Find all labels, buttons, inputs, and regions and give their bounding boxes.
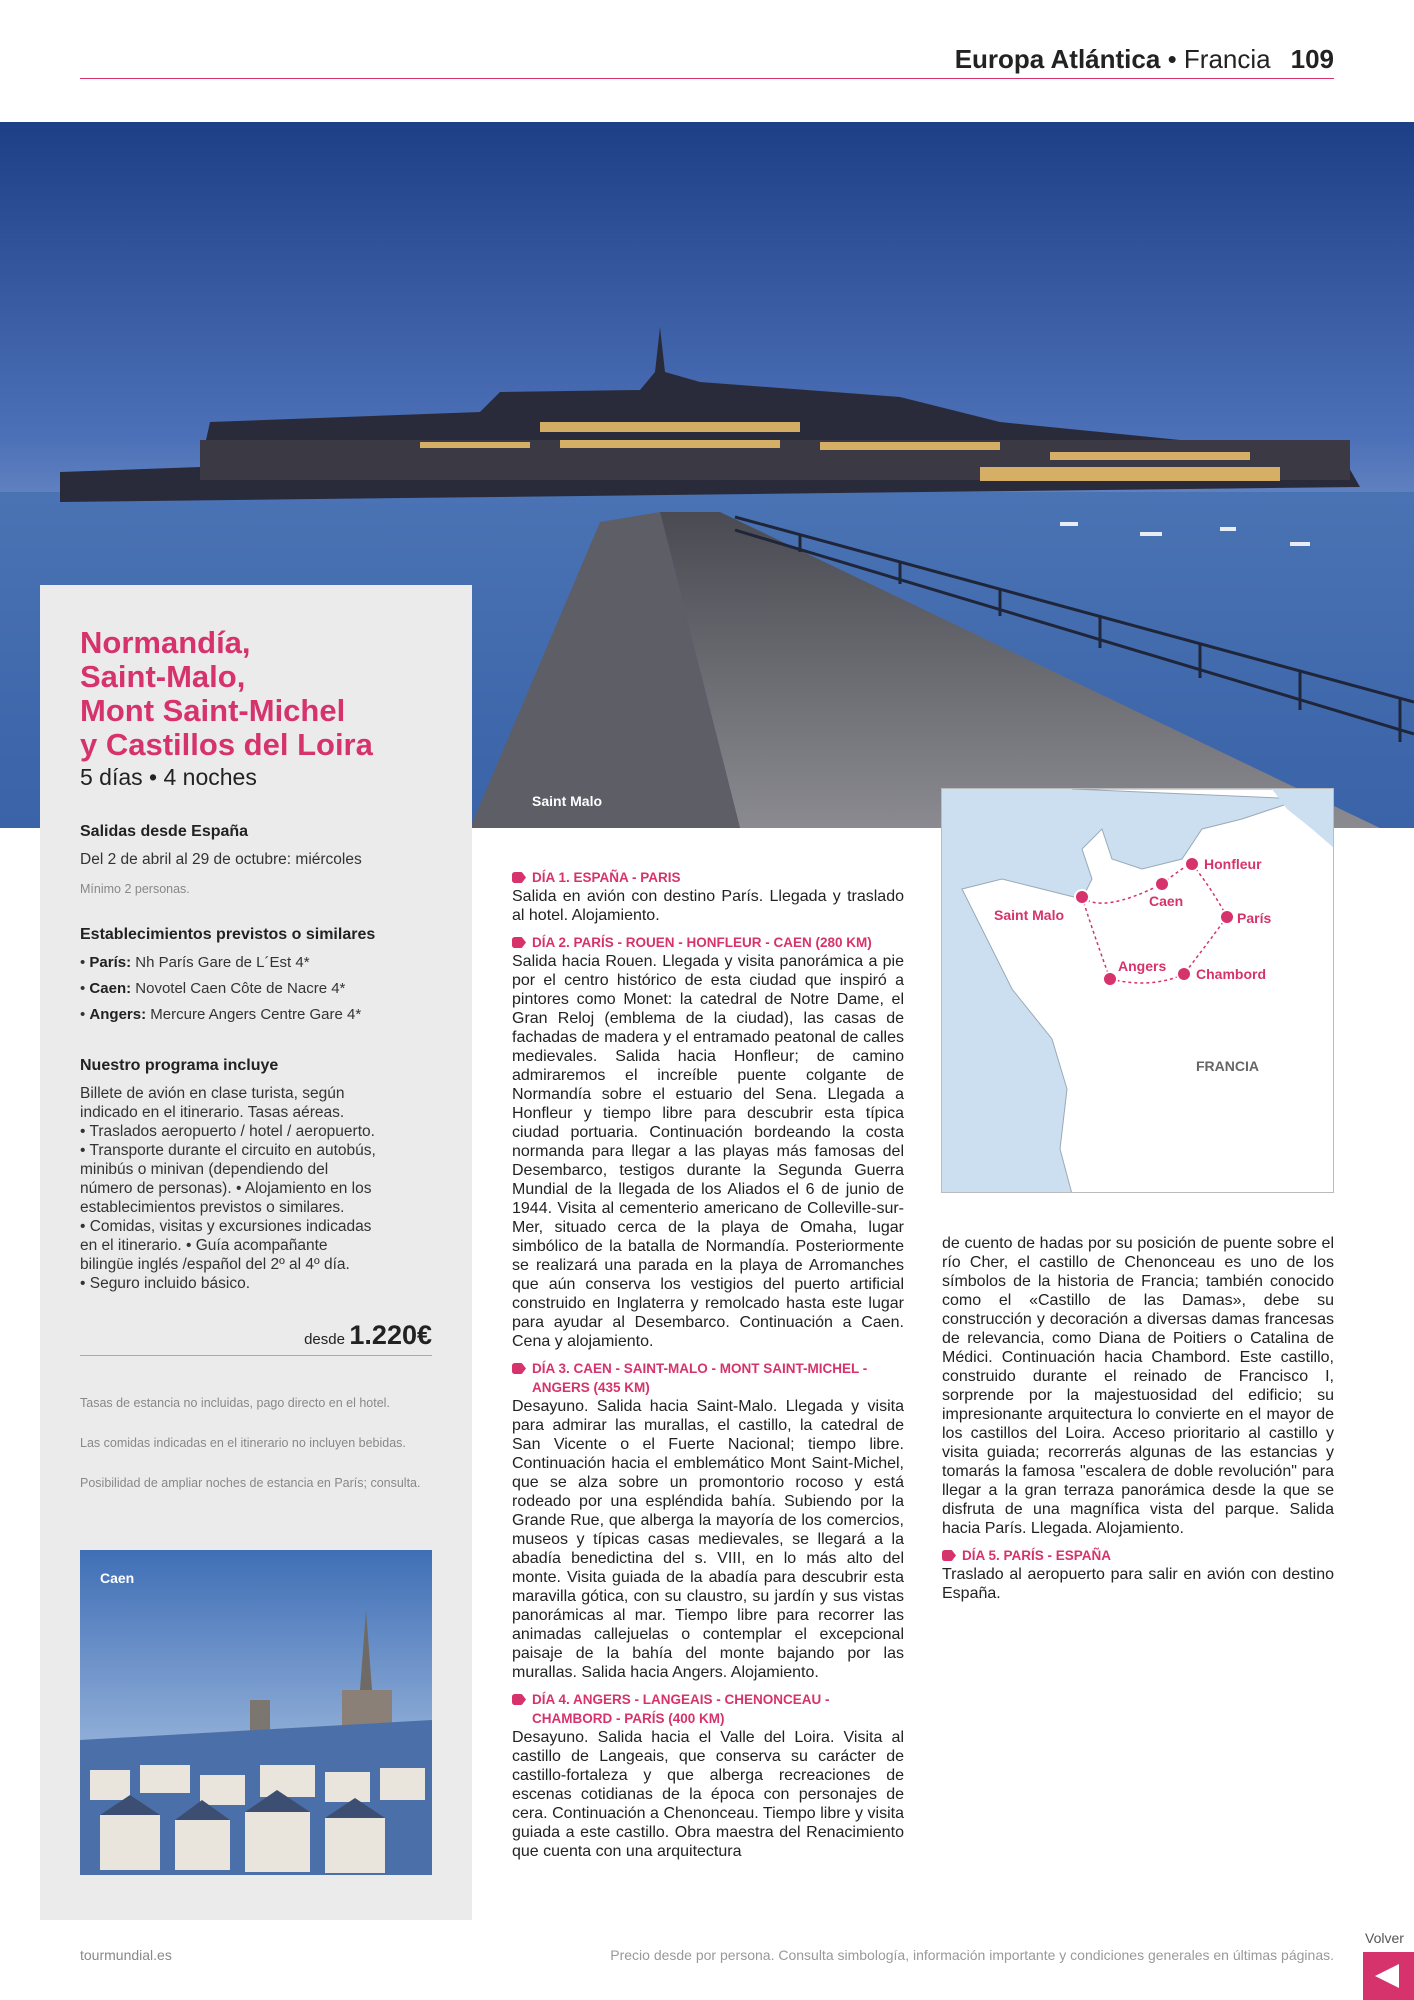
caen-caption: Caen bbox=[100, 1570, 135, 1586]
program-line: minibús o minivan (dependiendo del bbox=[80, 1161, 329, 1178]
day-5-heading: DÍA 5. PARÍS - ESPAÑA bbox=[942, 1546, 1334, 1565]
tour-title-line: y Castillos del Loira bbox=[80, 727, 373, 762]
hotels-heading: Establecimientos previstos o similares bbox=[80, 926, 376, 943]
header-divider bbox=[80, 78, 1334, 79]
arrow-marker-icon bbox=[512, 1363, 526, 1374]
route-map bbox=[941, 788, 1334, 1193]
arrow-left-icon bbox=[1375, 1964, 1399, 1988]
program-line: • Seguro incluido básico. bbox=[80, 1275, 251, 1292]
day-3-text: Desayuno. Salida hacia Saint-Malo. Llegada y visita para admirar las murallas, el castillo, la catedral de San Vicente o el Fuerte Nacional; tiempo libre. Continuación hacia el emblemático Mont Saint-Michel, que se alza sobre un promontorio rocoso y está rodeado por una espléndida bahía. Subiendo por la Grande Rue, que alberga la mayoría de los comercios, museos y típicas casas medievales, se llegará a la abadía benedictina del s. VIII, en lo más alto del monte. Visita guiada de la abadía para descubrir esta maravilla gótica, con su claustro, su jardín y sus vistas panorámicas al mar. Tiempo libre para recorrer las animadas callejuelas o contemplar el excepcional paisaje de la bahía del monte bajando por las murallas. Salida hacia Angers. Alojamiento. bbox=[512, 1398, 904, 1681]
hotel-item: • París: Nh París Gare de L´Est 4* bbox=[80, 954, 310, 971]
tour-title bbox=[80, 626, 460, 762]
price-from-label: desde bbox=[304, 1331, 345, 1348]
page-number: 109 bbox=[1290, 44, 1334, 74]
price-row bbox=[80, 1320, 432, 1356]
hero-caption: Saint Malo bbox=[532, 793, 603, 809]
arrow-marker-icon bbox=[512, 1694, 526, 1705]
tour-duration: 5 días • 4 noches bbox=[80, 764, 257, 790]
tour-title-line: Mont Saint-Michel bbox=[80, 693, 346, 728]
hotel-item: • Caen: Novotel Caen Côte de Nacre 4* bbox=[80, 980, 346, 997]
program-line: número de personas). • Alojamiento en los bbox=[80, 1180, 372, 1197]
program-line: bilingüe inglés /español del 2º al 4º día. bbox=[80, 1256, 350, 1273]
note-stay-tax: Tasas de estancia no incluidas, pago directo en el hotel. bbox=[80, 1396, 390, 1410]
program-line: en el itinerario. • Guía acompañante bbox=[80, 1237, 328, 1254]
arrow-marker-icon bbox=[942, 1550, 956, 1561]
itinerary-column-1 bbox=[512, 868, 904, 1869]
arrow-marker-icon bbox=[512, 872, 526, 883]
departures-minimum: Mínimo 2 personas. bbox=[80, 882, 190, 896]
hotel-name: Mercure Angers Centre Gare 4* bbox=[146, 1006, 362, 1023]
tour-title-line: Normandía, bbox=[80, 625, 251, 660]
hotel-city: Angers: bbox=[89, 1006, 147, 1023]
note-meals: Las comidas indicadas en el itinerario no incluyen bebidas. bbox=[80, 1436, 406, 1450]
program-line: Billete de avión en clase turista, según bbox=[80, 1085, 345, 1102]
footer-note: Precio desde por persona. Consulta simbología, información importante y condiciones generales en últimas páginas. bbox=[610, 1947, 1334, 1963]
back-button[interactable] bbox=[1363, 1952, 1414, 2000]
program-line: establecimientos previstos o similares. bbox=[80, 1199, 345, 1216]
map-country-label: FRANCIA bbox=[1196, 1058, 1259, 1074]
map-city-label: París bbox=[1237, 910, 1272, 926]
price-divider bbox=[80, 1355, 432, 1356]
departures-dates: Del 2 de abril al 29 de octubre: miércoles bbox=[80, 851, 362, 868]
day-4-text: Desayuno. Salida hacia el Valle del Loira. Visita al castillo de Langeais, que conserva su carácter de castillo-fortaleza y que alberga recreaciones de escenas cotidianas de la época con personajes de cera. Continuación a Chenonceau. Tiempo libre y visita guiada a este castillo. Obra maestra del Renacimiento que cuenta con una arquitectura bbox=[512, 1729, 904, 1860]
day-4-text-continued: de cuento de hadas por su posición de puente sobre el río Cher, el castillo de Chenonceau es uno de los símbolos de la historia de Francia; también conocido como el «Castillo de las Damas», debe su construcción y decoración a diversas damas francesas de relevancia, como Diana de Poitiers o Catalina de Médici. Continuación hacia Chambord. Este castillo, construido durante el reinado de Francisco I, sorprende por la majestuosidad del edificio; su impresionante arquitectura lo convierte en el mayor de los castillos del Loira. Acceso prioritario al castillo y visita guiada; recorrerás algunas de las estancias y tomarás la famosa "escalera de doble revolución" para llegar a la gran terraza panorámica desde la que se disfruta de una magnífica vista del parque. Salida hacia París. Llegada. Alojamiento. bbox=[942, 1235, 1334, 1537]
program-line: • Transporte durante el circuito en autobús, bbox=[80, 1142, 376, 1159]
footer-site: tourmundial.es bbox=[80, 1947, 172, 1963]
map-city-label: Angers bbox=[1118, 958, 1167, 974]
day-1-heading: DÍA 1. ESPAÑA - PARIS bbox=[512, 868, 904, 887]
hotel-city: París: bbox=[89, 954, 132, 971]
program-heading: Nuestro programa incluye bbox=[80, 1057, 279, 1074]
day-1-text: Salida en avión con destino París. Llegada y traslado al hotel. Alojamiento. bbox=[512, 888, 904, 924]
day-3-heading: DÍA 3. CAEN - SAINT-MALO - MONT SAINT-MICHEL - ANGERS (435 KM) bbox=[512, 1359, 904, 1397]
day-5-text: Traslado al aeropuerto para salir en avión con destino España. bbox=[942, 1566, 1334, 1602]
hotel-name: Novotel Caen Côte de Nacre 4* bbox=[131, 980, 346, 997]
route-map-illustration bbox=[942, 789, 1334, 1193]
day-2-text: Salida hacia Rouen. Llegada y visita panorámica a pie por el centro histórico de esta ciudad que inspiró a pintores como Monet: la catedral de Notre Dame, el Gran Reloj (emblema de la ciudad), las casas de fachadas de madera y el entramado peatonal de calles medievales. Salida hacia Honfleur; de camino admiraremos el increíble puente colgante de Normandía sobre el estuario del Sena. Llegada a Honfleur y tiempo libre para descubrir esta típica ciudad portuaria. Continuación bordeando la costa normanda para llegar a las playas más famosas del Desembarco, testigos durante la Segunda Guerra Mundial de la llegada de los Aliados el 6 de junio de 1944. Visita al cementerio americano de Colleville-sur-Mer, situado cerca de la playa de Omaha, lugar simbólico de la batalla de Normandía. Posteriormente se realizará una parada en la playa de Arromanches que aún conserva los vestigios del puerto artificial construido en Inglaterra y remolcado hasta este lugar para ayudar al Desembarco. Continuación a Caen. Cena y alojamiento. bbox=[512, 953, 904, 1350]
price-amount: 1.220€ bbox=[349, 1320, 432, 1350]
header-separator: • bbox=[1160, 44, 1184, 74]
hotel-city: Caen: bbox=[89, 980, 132, 997]
tour-title-line: Saint-Malo, bbox=[80, 659, 246, 694]
note-extend-stay: Posibilidad de ampliar noches de estancia en París; consulta. bbox=[80, 1476, 421, 1490]
hotel-list bbox=[80, 950, 450, 1028]
map-city-label: Chambord bbox=[1196, 966, 1266, 982]
map-city-label: Honfleur bbox=[1204, 856, 1262, 872]
program-line: • Traslados aeropuerto / hotel / aeropuerto. bbox=[80, 1123, 375, 1140]
day-2-heading: DÍA 2. PARÍS - ROUEN - HONFLEUR - CAEN (280 KM) bbox=[512, 933, 904, 952]
header-country: Francia bbox=[1183, 44, 1271, 74]
map-city-label: Caen bbox=[1149, 893, 1184, 909]
program-line: • Comidas, visitas y excursiones indicadas bbox=[80, 1218, 372, 1235]
header-region: Europa Atlántica bbox=[954, 44, 1161, 74]
hotel-item: • Angers: Mercure Angers Centre Gare 4* bbox=[80, 1006, 362, 1023]
page-header bbox=[80, 44, 1334, 80]
back-label[interactable]: Volver bbox=[1365, 1930, 1404, 1946]
itinerary-column-2 bbox=[942, 1234, 1334, 1611]
departures-heading: Salidas desde España bbox=[80, 823, 249, 840]
caen-illustration bbox=[80, 1550, 432, 1875]
map-city-label: Saint Malo bbox=[994, 907, 1065, 923]
hotel-name: Nh París Gare de L´Est 4* bbox=[131, 954, 310, 971]
program-list bbox=[80, 1084, 440, 1293]
header-title bbox=[955, 44, 1334, 75]
program-line: indicado en el itinerario. Tasas aéreas. bbox=[80, 1104, 345, 1121]
caen-photo bbox=[80, 1550, 432, 1875]
day-4-heading: DÍA 4. ANGERS - LANGEAIS - CHENONCEAU - CHAMBORD - PARÍS (400 KM) bbox=[512, 1690, 904, 1728]
arrow-marker-icon bbox=[512, 937, 526, 948]
